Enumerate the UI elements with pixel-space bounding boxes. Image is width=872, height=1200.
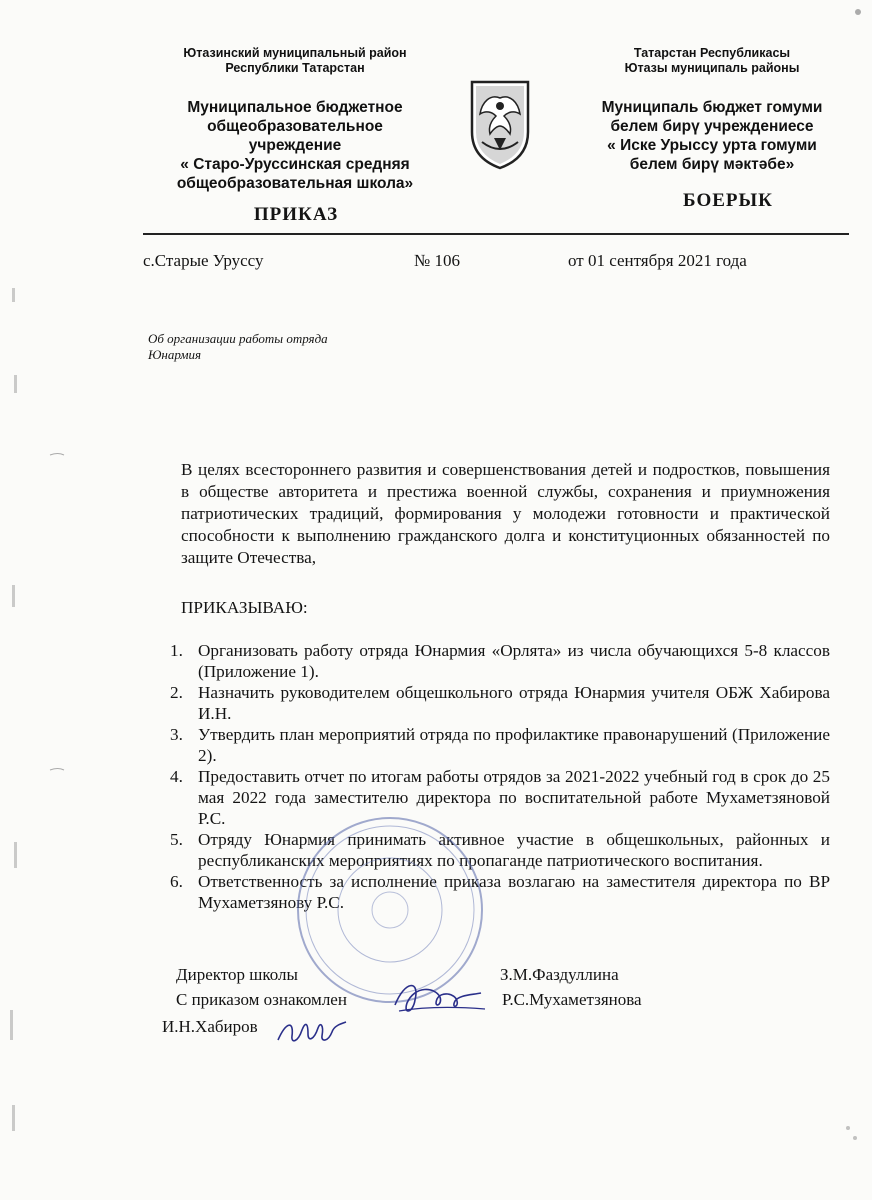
region-name-ru: Ютазинский муниципальный район bbox=[183, 46, 407, 60]
order-subject: Об организации работы отряда Юнармия bbox=[148, 331, 328, 362]
list-item: 6. Ответственность за исполнение приказа возлагаю на заместителя директора по ВР Мухаметзянову Р.С. bbox=[170, 872, 830, 912]
acquainted-name-1: Р.С.Мухаметзянова bbox=[502, 990, 642, 1009]
place-text: с.Старые Уруссу bbox=[143, 251, 264, 270]
list-item: 3. Утвердить план мероприятий отряда по профилактике правонарушений (Приложение 2). bbox=[170, 725, 830, 765]
republic-name-tt: Татарстан Республикасы bbox=[633, 46, 791, 60]
list-item: 4. Предоставить отчет по итогам работы отрядов за 2021-2022 учебный год в срок до 25 мая 2022 года заместителю директора по воспитательной работе Мухаметзяновой Р.С. bbox=[170, 767, 830, 828]
director-name: З.М.Фаздуллина bbox=[500, 965, 619, 984]
list-item: 5. Отряду Юнармия принимать активное участие в общешкольных, районных и республиканских мероприятиях по пропаганде патриотического воспитания. bbox=[170, 830, 830, 870]
list-item: 1. Организовать работу отряда Юнармия «Орлята» из числа обучающихся 5-8 классов (Приложение 1). bbox=[170, 641, 830, 681]
acquainted-name-2: И.Н.Хабиров bbox=[162, 1017, 258, 1036]
acquainted-label: С приказом ознакомлен bbox=[176, 990, 347, 1009]
list-item: 2. Назначить руководителем общешкольного отряда Юнармия учителя ОБЖ Хабирова И.Н. bbox=[170, 683, 830, 723]
region-name-tt: Ютазы муниципаль районы bbox=[624, 61, 800, 75]
preamble-paragraph: В целях всестороннего развития и совершенствования детей и подростков, повышения в обществе авторитета и престижа военной службы, сохранения и приумножения патриотических традиций, формирования у молодежи готовности и практической способности к выполнению гражданского долга и конституционных обязанностей по защите Отечества, bbox=[181, 460, 830, 567]
order-number: № 106 bbox=[414, 251, 460, 270]
doc-title-ru: ПРИКАЗ bbox=[253, 204, 339, 225]
doc-title-tt: БОЕРЫК bbox=[683, 190, 773, 211]
school-name-ru: Муниципальное бюджетное общеобразовательное учреждение « Старо-Уруссинская средняя общеобразовательная школа» bbox=[176, 99, 414, 192]
order-date: от 01 сентября 2021 года bbox=[568, 251, 747, 270]
director-label: Директор школы bbox=[176, 965, 298, 984]
school-name-tt: Муниципаль бюджет гомуми белем бирү учреждениесе « Иске Урыссу урта гомуми белем бирү мәктәбе» bbox=[601, 99, 823, 173]
order-keyword: ПРИКАЗЫВАЮ: bbox=[181, 598, 308, 617]
republic-name-ru: Республики Татарстан bbox=[225, 61, 365, 75]
